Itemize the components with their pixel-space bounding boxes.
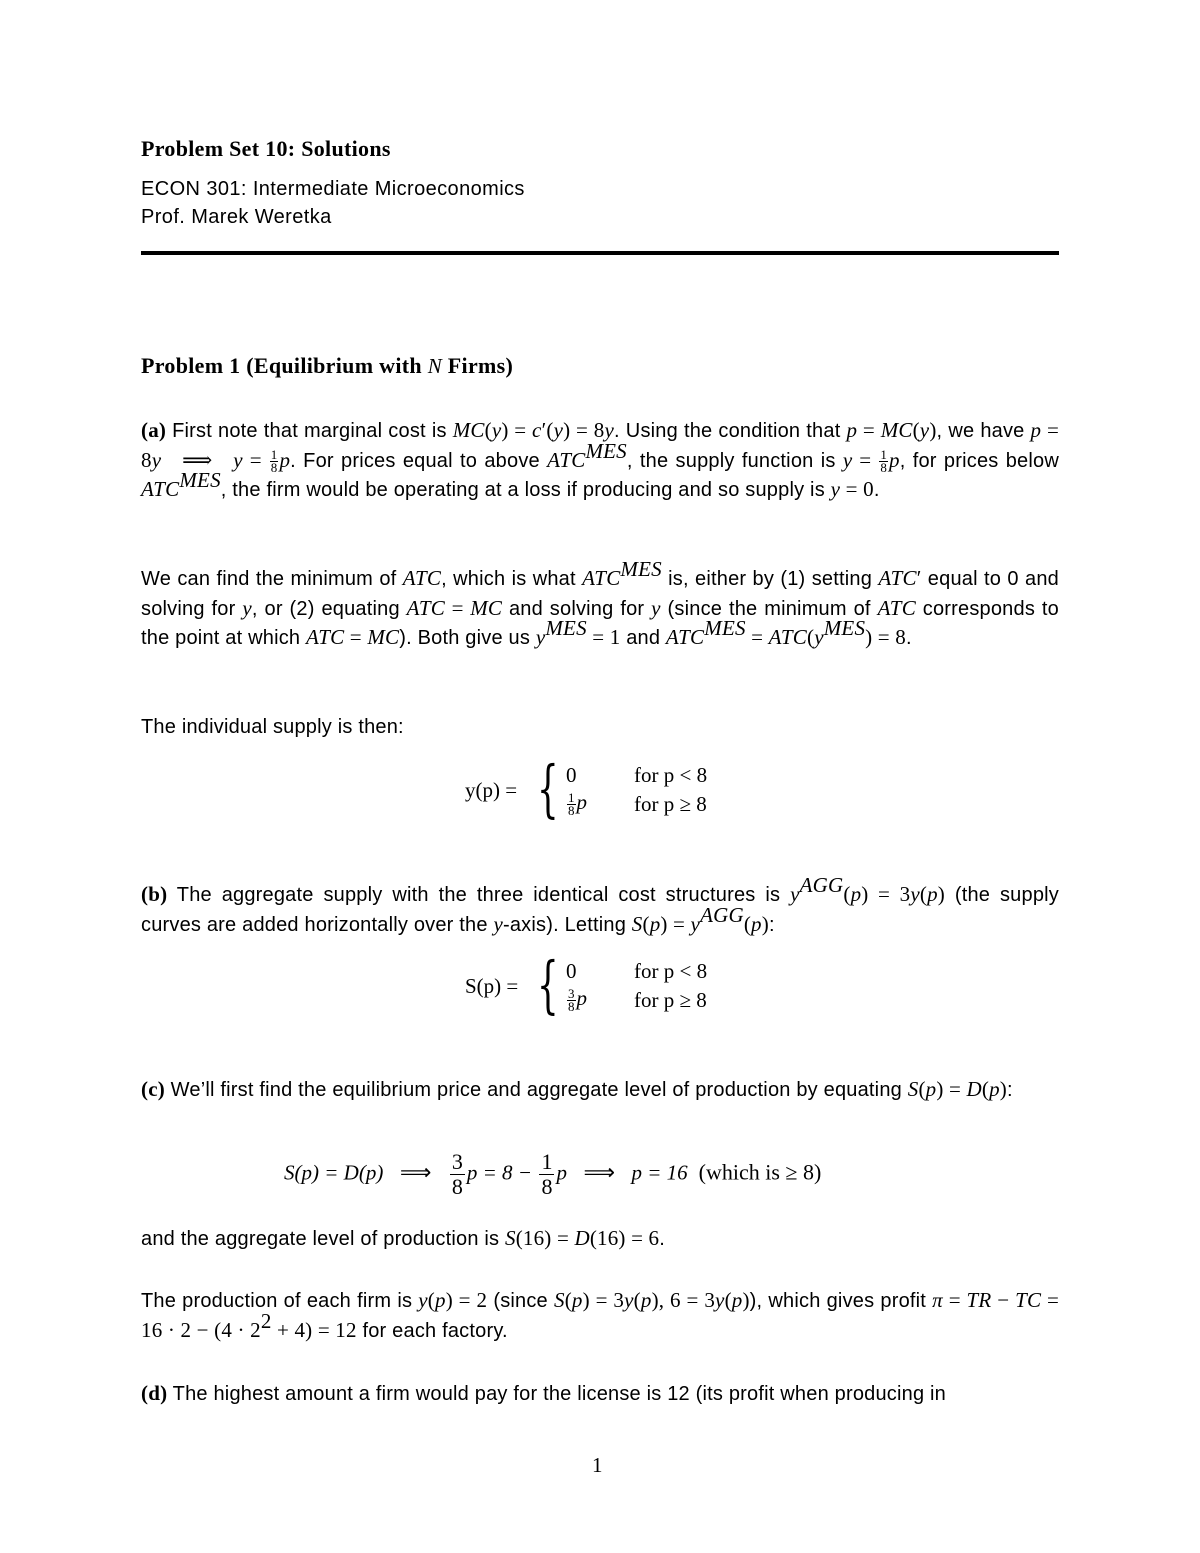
firm-production-paragraph: The production of each firm is y(p) = 2 (since S(p) = 3y(p), 6 = 3y(p)), which gives profit π = TR − TC = $16 \cdot 2 - (4 \cdot 2^2 + 4) = 12$ for each factory. [141, 1288, 1060, 1342]
case-value: $\frac{1}{8}$ p [568, 789, 587, 818]
case-value: 0 [566, 959, 577, 983]
part-d-paragraph: (d) The highest amount a firm would pay for the license is 12 (its profit when producing in [141, 1381, 947, 1405]
equilibrium-equation: S(p) = D(p) ⟹ $\frac{3}{8}$ p = 8 − $\frac{1}{8}$ p ⟹ p = 16 (which is ≥ 8) [284, 1149, 822, 1199]
case-condition: for p < 8 [634, 763, 708, 787]
case-value: $\frac{3}{8}$ p [568, 985, 587, 1014]
page-number: 1 [592, 1453, 603, 1477]
individual-supply-intro: The individual supply is then: [141, 716, 404, 738]
part-c-paragraph: (c) We’ll first find the equilibrium price and aggregate level of production by equating S(p) = D(p): [141, 1077, 1013, 1101]
header-rule [141, 251, 1059, 255]
case-condition: for p ≥ 8 [634, 792, 707, 816]
case-value: 0 [566, 763, 577, 787]
cases-lhs: S(p) = [465, 974, 519, 998]
left-brace: { [537, 752, 559, 825]
course-name: ECON 301: Intermediate Microeconomics [141, 178, 525, 200]
part-a-paragraph: (a) First note that marginal cost is MC(y) = c′(y) = 8y. Using the condition that p = MC(y), we have p = 8y ⟹ y = $\frac{1}{8}$ p. For prices equal to above $ATC^{MES}$, the supply function is y = $\frac{1}{8}$ p, for prices below $ATC^{MES}$, the firm would be operating at a loss if producing and so supply is y = 0. [141, 418, 1060, 501]
min-atc-paragraph: We can find the minimum of ATC, which is what $ATC^{MES}$ is, either by (1) setting ATC′ equal to 0 and solving for y, or (2) equating ATC = MC and solving for y (since the minimum of ATC corresponds to the point at which ATC = MC). Both give us $y^{MES} = 1$ and $ATC^{MES} = ATC(y^{MES}) = 8$. [141, 557, 1060, 649]
problem-set-title: Problem Set 10: Solutions [141, 136, 391, 161]
problem-1-heading: Problem 1 (Equilibrium with N Firms) [141, 353, 514, 378]
instructor-name: Prof. Marek Weretka [141, 206, 332, 228]
case-condition: for p < 8 [634, 959, 708, 983]
case-condition: for p ≥ 8 [634, 988, 707, 1012]
aggregate-production-line: and the aggregate level of production is S(16) = D(16) = 6. [141, 1226, 666, 1250]
cases-lhs: y(p) = [465, 778, 518, 802]
left-brace: { [537, 948, 559, 1021]
part-b-paragraph: (b) The aggregate supply with the three identical cost structures is $y^{AGG}(p) = 3y(p)$ (the supply curves are added horizontally over the y-axis). Letting $S(p) = y^{AGG}(p)$: [141, 873, 1059, 936]
